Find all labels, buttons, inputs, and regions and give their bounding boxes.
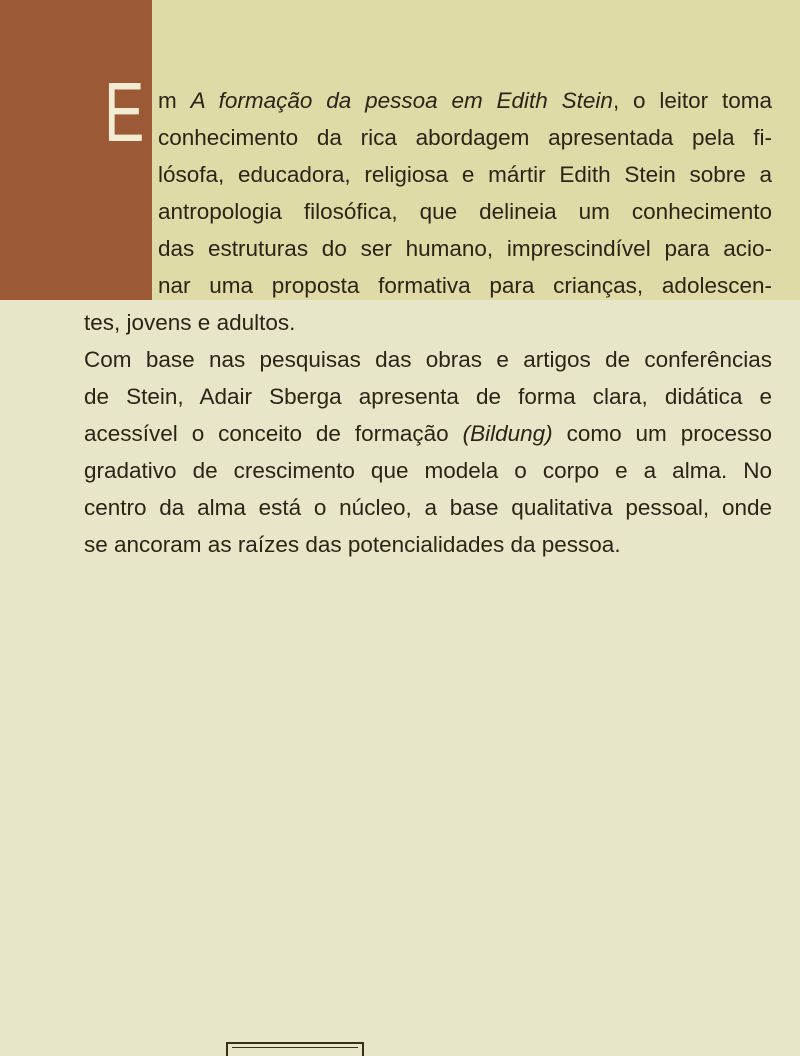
paragraph1-line7: tes, jovens e adultos. (84, 310, 296, 335)
drop-cap: E (104, 65, 145, 159)
paragraph2-line3 (84, 415, 772, 452)
line1-start: m (158, 88, 191, 113)
paragraph1-line6: nar uma proposta formativa para crianças, adolescen- (158, 273, 772, 298)
paragraph2-line2: de Stein, Adair Sberga apresenta de forma clara, didática e (84, 384, 772, 409)
bottom-ornament (226, 1042, 364, 1056)
book-title: A formação da pessoa em Edith Stein (190, 88, 613, 113)
line3-end: como um processo (552, 421, 772, 446)
paragraph2-line6: se ancoram as raízes das potencialidades da pessoa. (84, 532, 621, 557)
paragraph2-line1: Com base nas pesquisas das obras e artigos de conferências (84, 347, 772, 372)
back-cover-text (84, 82, 772, 563)
paragraph1-line1 (158, 82, 772, 119)
paragraph2-line5: centro da alma está o núcleo, a base qualitativa pessoal, onde (84, 495, 772, 520)
line3-start: acessível o conceito de formação (84, 421, 463, 446)
paragraph2-line4: gradativo de crescimento que modela o corpo e a alma. No (84, 458, 772, 483)
paragraph1-line3: lósofa, educadora, religiosa e mártir Edith Stein sobre a (158, 162, 772, 187)
term-bildung: (Bildung) (462, 421, 553, 446)
paragraph1-line4: antropologia filosófica, que delineia um conhecimento (158, 199, 772, 224)
line1-end: , o leitor toma (612, 88, 772, 113)
paragraph1-line2: conhecimento da rica abordagem apresentada pela fi- (158, 125, 772, 150)
paragraph1-line5: das estruturas do ser humano, imprescindível para acio- (158, 236, 772, 261)
